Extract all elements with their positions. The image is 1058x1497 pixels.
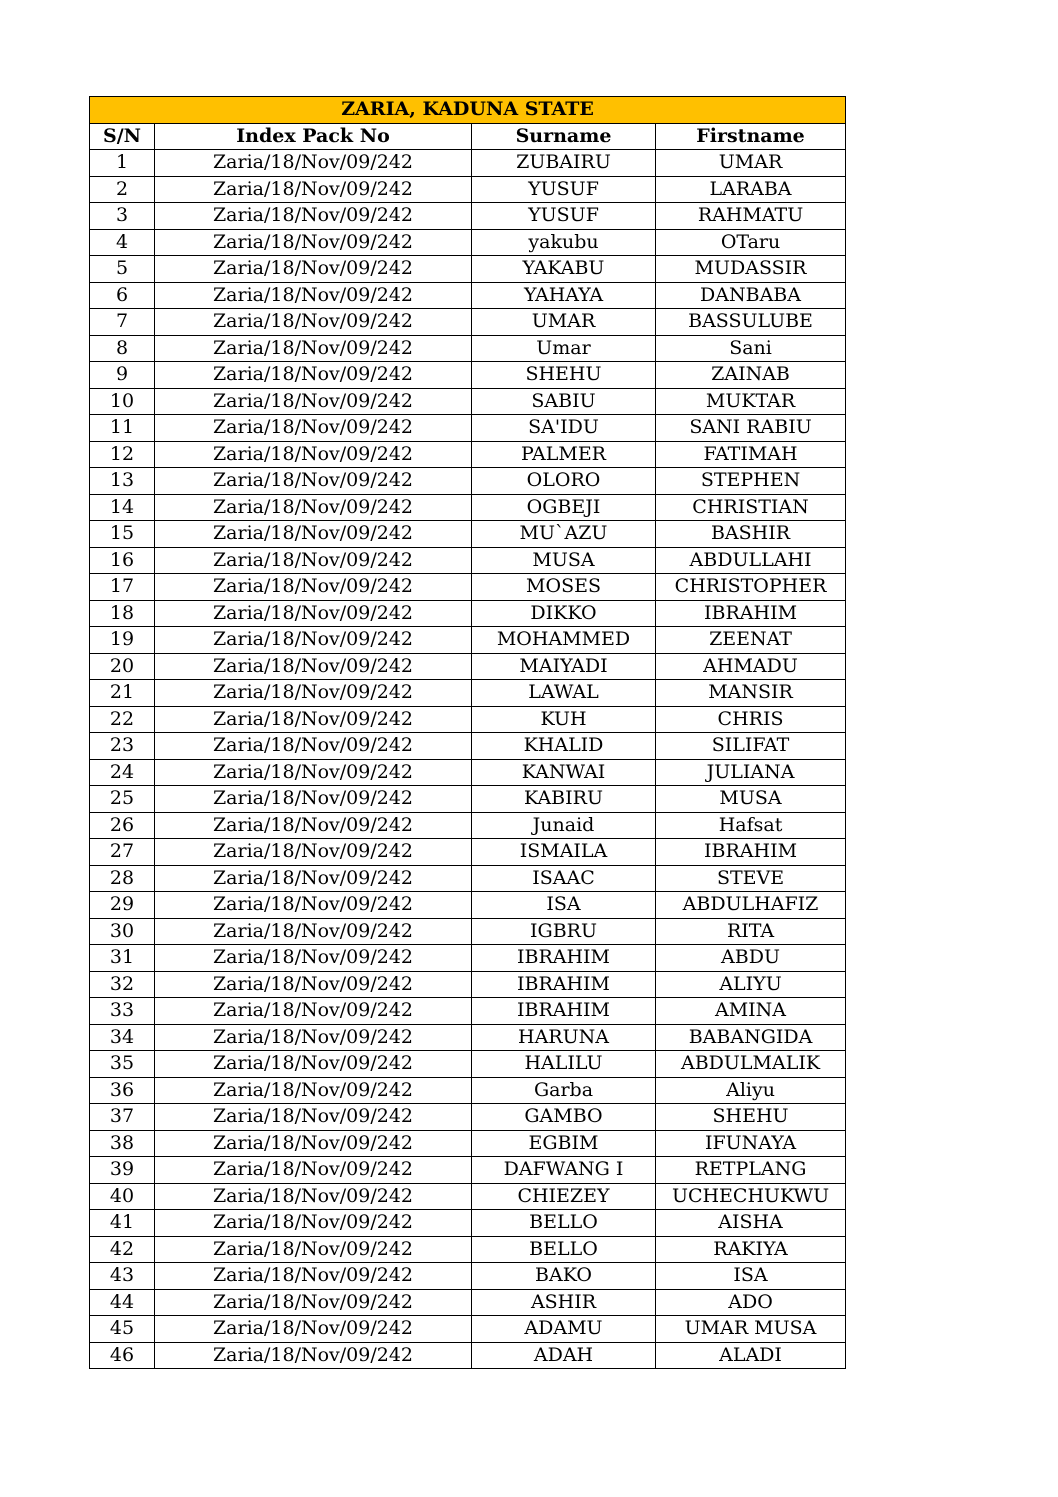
table-row [90, 706, 846, 733]
cell-sn: 1 [90, 150, 155, 177]
cell-index-pack-no: Zaria/18/Nov/09/242 [155, 1316, 472, 1343]
table-row [90, 680, 846, 707]
cell-surname: ZUBAIRU [472, 150, 656, 177]
cell-index-pack-no: Zaria/18/Nov/09/242 [155, 1210, 472, 1237]
cell-surname: HALILU [472, 1051, 656, 1078]
table-row [90, 388, 846, 415]
cell-surname: OGBEJI [472, 494, 656, 521]
cell-index-pack-no: Zaria/18/Nov/09/242 [155, 415, 472, 442]
table-row [90, 1316, 846, 1343]
cell-index-pack-no: Zaria/18/Nov/09/242 [155, 998, 472, 1025]
cell-firstname: DANBABA [656, 282, 846, 309]
cell-firstname: SILIFAT [656, 733, 846, 760]
cell-sn: 37 [90, 1104, 155, 1131]
table-row [90, 1263, 846, 1290]
cell-firstname: Hafsat [656, 812, 846, 839]
cell-surname: yakubu [472, 229, 656, 256]
cell-firstname: BASHIR [656, 521, 846, 548]
cell-firstname: ZAINAB [656, 362, 846, 389]
cell-index-pack-no: Zaria/18/Nov/09/242 [155, 494, 472, 521]
cell-surname: IBRAHIM [472, 971, 656, 998]
cell-firstname: ADO [656, 1289, 846, 1316]
title-row [90, 97, 846, 124]
cell-firstname: RETPLANG [656, 1157, 846, 1184]
cell-sn: 23 [90, 733, 155, 760]
cell-sn: 33 [90, 998, 155, 1025]
cell-sn: 42 [90, 1236, 155, 1263]
cell-index-pack-no: Zaria/18/Nov/09/242 [155, 839, 472, 866]
header-firstname: Firstname [656, 123, 846, 150]
cell-surname: KANWAI [472, 759, 656, 786]
table-row [90, 786, 846, 813]
cell-surname: DIKKO [472, 600, 656, 627]
table-row [90, 918, 846, 945]
table-row [90, 1342, 846, 1369]
cell-sn: 16 [90, 547, 155, 574]
cell-sn: 43 [90, 1263, 155, 1290]
cell-surname: ADAMU [472, 1316, 656, 1343]
document-sheet [89, 96, 845, 1369]
table-row [90, 998, 846, 1025]
cell-firstname: ALADI [656, 1342, 846, 1369]
cell-sn: 45 [90, 1316, 155, 1343]
cell-sn: 13 [90, 468, 155, 495]
cell-firstname: LARABA [656, 176, 846, 203]
cell-index-pack-no: Zaria/18/Nov/09/242 [155, 468, 472, 495]
cell-index-pack-no: Zaria/18/Nov/09/242 [155, 441, 472, 468]
cell-surname: ISAAC [472, 865, 656, 892]
cell-surname: SA'IDU [472, 415, 656, 442]
cell-sn: 22 [90, 706, 155, 733]
table-row [90, 865, 846, 892]
cell-surname: MOHAMMED [472, 627, 656, 654]
header-surname: Surname [472, 123, 656, 150]
cell-index-pack-no: Zaria/18/Nov/09/242 [155, 335, 472, 362]
cell-sn: 29 [90, 892, 155, 919]
table-row [90, 468, 846, 495]
cell-firstname: ABDU [656, 945, 846, 972]
cell-surname: UMAR [472, 309, 656, 336]
cell-firstname: CHRIS [656, 706, 846, 733]
cell-sn: 7 [90, 309, 155, 336]
cell-surname: YUSUF [472, 203, 656, 230]
cell-index-pack-no: Zaria/18/Nov/09/242 [155, 256, 472, 283]
cell-firstname: CHRISTIAN [656, 494, 846, 521]
table-row [90, 1024, 846, 1051]
cell-surname: MUSA [472, 547, 656, 574]
cell-surname: ISA [472, 892, 656, 919]
cell-index-pack-no: Zaria/18/Nov/09/242 [155, 1157, 472, 1184]
cell-firstname: MUKTAR [656, 388, 846, 415]
cell-firstname: CHRISTOPHER [656, 574, 846, 601]
cell-surname: GAMBO [472, 1104, 656, 1131]
table-row [90, 1210, 846, 1237]
table-row [90, 547, 846, 574]
table-row [90, 150, 846, 177]
cell-firstname: BASSULUBE [656, 309, 846, 336]
cell-surname: BELLO [472, 1210, 656, 1237]
cell-sn: 15 [90, 521, 155, 548]
cell-surname: KUH [472, 706, 656, 733]
cell-index-pack-no: Zaria/18/Nov/09/242 [155, 1104, 472, 1131]
cell-surname: Garba [472, 1077, 656, 1104]
table-row [90, 441, 846, 468]
cell-firstname: AISHA [656, 1210, 846, 1237]
cell-surname: EGBIM [472, 1130, 656, 1157]
cell-sn: 32 [90, 971, 155, 998]
table-row [90, 203, 846, 230]
cell-firstname: Aliyu [656, 1077, 846, 1104]
cell-firstname: MANSIR [656, 680, 846, 707]
cell-firstname: BABANGIDA [656, 1024, 846, 1051]
table-row [90, 335, 846, 362]
cell-sn: 38 [90, 1130, 155, 1157]
table-row [90, 415, 846, 442]
table-row [90, 1236, 846, 1263]
table-row [90, 759, 846, 786]
table-row [90, 521, 846, 548]
cell-firstname: SANI RABIU [656, 415, 846, 442]
cell-firstname: MUSA [656, 786, 846, 813]
cell-index-pack-no: Zaria/18/Nov/09/242 [155, 521, 472, 548]
cell-sn: 9 [90, 362, 155, 389]
table-row [90, 176, 846, 203]
cell-index-pack-no: Zaria/18/Nov/09/242 [155, 653, 472, 680]
cell-surname: YAKABU [472, 256, 656, 283]
cell-surname: MAIYADI [472, 653, 656, 680]
cell-index-pack-no: Zaria/18/Nov/09/242 [155, 1263, 472, 1290]
table-row [90, 892, 846, 919]
table-row [90, 653, 846, 680]
cell-index-pack-no: Zaria/18/Nov/09/242 [155, 680, 472, 707]
table-row [90, 362, 846, 389]
cell-surname: IGBRU [472, 918, 656, 945]
cell-sn: 12 [90, 441, 155, 468]
cell-sn: 41 [90, 1210, 155, 1237]
cell-sn: 27 [90, 839, 155, 866]
cell-firstname: ALIYU [656, 971, 846, 998]
cell-firstname: RAHMATU [656, 203, 846, 230]
cell-index-pack-no: Zaria/18/Nov/09/242 [155, 176, 472, 203]
cell-index-pack-no: Zaria/18/Nov/09/242 [155, 1051, 472, 1078]
cell-sn: 6 [90, 282, 155, 309]
table-row [90, 627, 846, 654]
table-row [90, 229, 846, 256]
cell-index-pack-no: Zaria/18/Nov/09/242 [155, 282, 472, 309]
cell-firstname: UMAR [656, 150, 846, 177]
cell-surname: PALMER [472, 441, 656, 468]
cell-index-pack-no: Zaria/18/Nov/09/242 [155, 1024, 472, 1051]
cell-surname: ADAH [472, 1342, 656, 1369]
table-row [90, 812, 846, 839]
header-index-pack-no: Index Pack No [155, 123, 472, 150]
cell-surname: OLORO [472, 468, 656, 495]
cell-surname: IBRAHIM [472, 945, 656, 972]
cell-firstname: ABDULMALIK [656, 1051, 846, 1078]
cell-surname: BAKO [472, 1263, 656, 1290]
table-row [90, 256, 846, 283]
cell-surname: SHEHU [472, 362, 656, 389]
cell-surname: MOSES [472, 574, 656, 601]
table-row [90, 945, 846, 972]
cell-index-pack-no: Zaria/18/Nov/09/242 [155, 971, 472, 998]
cell-index-pack-no: Zaria/18/Nov/09/242 [155, 1236, 472, 1263]
table-row [90, 1130, 846, 1157]
cell-firstname: UCHECHUKWU [656, 1183, 846, 1210]
cell-surname: YAHAYA [472, 282, 656, 309]
roster-table [89, 96, 846, 1369]
cell-index-pack-no: Zaria/18/Nov/09/242 [155, 706, 472, 733]
cell-firstname: AHMADU [656, 653, 846, 680]
cell-index-pack-no: Zaria/18/Nov/09/242 [155, 812, 472, 839]
cell-firstname: ABDULHAFIZ [656, 892, 846, 919]
cell-sn: 30 [90, 918, 155, 945]
cell-surname: MU`AZU [472, 521, 656, 548]
table-row [90, 600, 846, 627]
cell-firstname: IBRAHIM [656, 839, 846, 866]
table-row [90, 309, 846, 336]
cell-sn: 11 [90, 415, 155, 442]
cell-sn: 46 [90, 1342, 155, 1369]
cell-sn: 35 [90, 1051, 155, 1078]
cell-sn: 24 [90, 759, 155, 786]
cell-sn: 34 [90, 1024, 155, 1051]
cell-firstname: ISA [656, 1263, 846, 1290]
cell-surname: KABIRU [472, 786, 656, 813]
cell-sn: 31 [90, 945, 155, 972]
cell-sn: 21 [90, 680, 155, 707]
cell-surname: KHALID [472, 733, 656, 760]
cell-sn: 3 [90, 203, 155, 230]
cell-firstname: UMAR MUSA [656, 1316, 846, 1343]
cell-index-pack-no: Zaria/18/Nov/09/242 [155, 203, 472, 230]
cell-firstname: SHEHU [656, 1104, 846, 1131]
cell-sn: 28 [90, 865, 155, 892]
cell-index-pack-no: Zaria/18/Nov/09/242 [155, 1342, 472, 1369]
table-row [90, 733, 846, 760]
cell-firstname: IFUNAYA [656, 1130, 846, 1157]
cell-sn: 26 [90, 812, 155, 839]
cell-index-pack-no: Zaria/18/Nov/09/242 [155, 786, 472, 813]
cell-sn: 10 [90, 388, 155, 415]
table-row [90, 839, 846, 866]
cell-firstname: STEPHEN [656, 468, 846, 495]
cell-firstname: OTaru [656, 229, 846, 256]
table-row [90, 1077, 846, 1104]
cell-sn: 36 [90, 1077, 155, 1104]
cell-firstname: IBRAHIM [656, 600, 846, 627]
cell-index-pack-no: Zaria/18/Nov/09/242 [155, 600, 472, 627]
header-row [90, 123, 846, 150]
table-row [90, 1289, 846, 1316]
cell-surname: ASHIR [472, 1289, 656, 1316]
cell-sn: 25 [90, 786, 155, 813]
cell-sn: 14 [90, 494, 155, 521]
cell-surname: IBRAHIM [472, 998, 656, 1025]
cell-firstname: AMINA [656, 998, 846, 1025]
cell-surname: SABIU [472, 388, 656, 415]
cell-surname: Junaid [472, 812, 656, 839]
cell-firstname: JULIANA [656, 759, 846, 786]
cell-sn: 4 [90, 229, 155, 256]
cell-firstname: RAKIYA [656, 1236, 846, 1263]
table-row [90, 1157, 846, 1184]
cell-index-pack-no: Zaria/18/Nov/09/242 [155, 574, 472, 601]
table-title: ZARIA, KADUNA STATE [90, 97, 846, 124]
cell-index-pack-no: Zaria/18/Nov/09/242 [155, 150, 472, 177]
cell-index-pack-no: Zaria/18/Nov/09/242 [155, 1130, 472, 1157]
table-row [90, 494, 846, 521]
cell-sn: 19 [90, 627, 155, 654]
cell-index-pack-no: Zaria/18/Nov/09/242 [155, 1289, 472, 1316]
cell-sn: 2 [90, 176, 155, 203]
cell-sn: 40 [90, 1183, 155, 1210]
cell-index-pack-no: Zaria/18/Nov/09/242 [155, 865, 472, 892]
cell-surname: BELLO [472, 1236, 656, 1263]
cell-index-pack-no: Zaria/18/Nov/09/242 [155, 759, 472, 786]
cell-surname: HARUNA [472, 1024, 656, 1051]
cell-firstname: ABDULLAHI [656, 547, 846, 574]
cell-surname: DAFWANG I [472, 1157, 656, 1184]
cell-surname: LAWAL [472, 680, 656, 707]
cell-index-pack-no: Zaria/18/Nov/09/242 [155, 229, 472, 256]
cell-index-pack-no: Zaria/18/Nov/09/242 [155, 1077, 472, 1104]
cell-firstname: FATIMAH [656, 441, 846, 468]
cell-index-pack-no: Zaria/18/Nov/09/242 [155, 627, 472, 654]
header-sn: S/N [90, 123, 155, 150]
table-row [90, 971, 846, 998]
table-row [90, 574, 846, 601]
table-row [90, 1183, 846, 1210]
cell-surname: CHIEZEY [472, 1183, 656, 1210]
cell-sn: 39 [90, 1157, 155, 1184]
cell-sn: 5 [90, 256, 155, 283]
cell-firstname: RITA [656, 918, 846, 945]
cell-index-pack-no: Zaria/18/Nov/09/242 [155, 918, 472, 945]
cell-firstname: MUDASSIR [656, 256, 846, 283]
cell-sn: 17 [90, 574, 155, 601]
cell-index-pack-no: Zaria/18/Nov/09/242 [155, 388, 472, 415]
cell-surname: ISMAILA [472, 839, 656, 866]
cell-sn: 8 [90, 335, 155, 362]
cell-sn: 18 [90, 600, 155, 627]
cell-sn: 20 [90, 653, 155, 680]
cell-surname: YUSUF [472, 176, 656, 203]
table-row [90, 282, 846, 309]
table-row [90, 1104, 846, 1131]
cell-sn: 44 [90, 1289, 155, 1316]
cell-index-pack-no: Zaria/18/Nov/09/242 [155, 362, 472, 389]
table-row [90, 1051, 846, 1078]
cell-index-pack-no: Zaria/18/Nov/09/242 [155, 309, 472, 336]
cell-firstname: STEVE [656, 865, 846, 892]
cell-index-pack-no: Zaria/18/Nov/09/242 [155, 733, 472, 760]
cell-surname: Umar [472, 335, 656, 362]
cell-firstname: Sani [656, 335, 846, 362]
roster-body [90, 150, 846, 1369]
cell-index-pack-no: Zaria/18/Nov/09/242 [155, 945, 472, 972]
cell-index-pack-no: Zaria/18/Nov/09/242 [155, 547, 472, 574]
cell-index-pack-no: Zaria/18/Nov/09/242 [155, 1183, 472, 1210]
cell-firstname: ZEENAT [656, 627, 846, 654]
cell-index-pack-no: Zaria/18/Nov/09/242 [155, 892, 472, 919]
